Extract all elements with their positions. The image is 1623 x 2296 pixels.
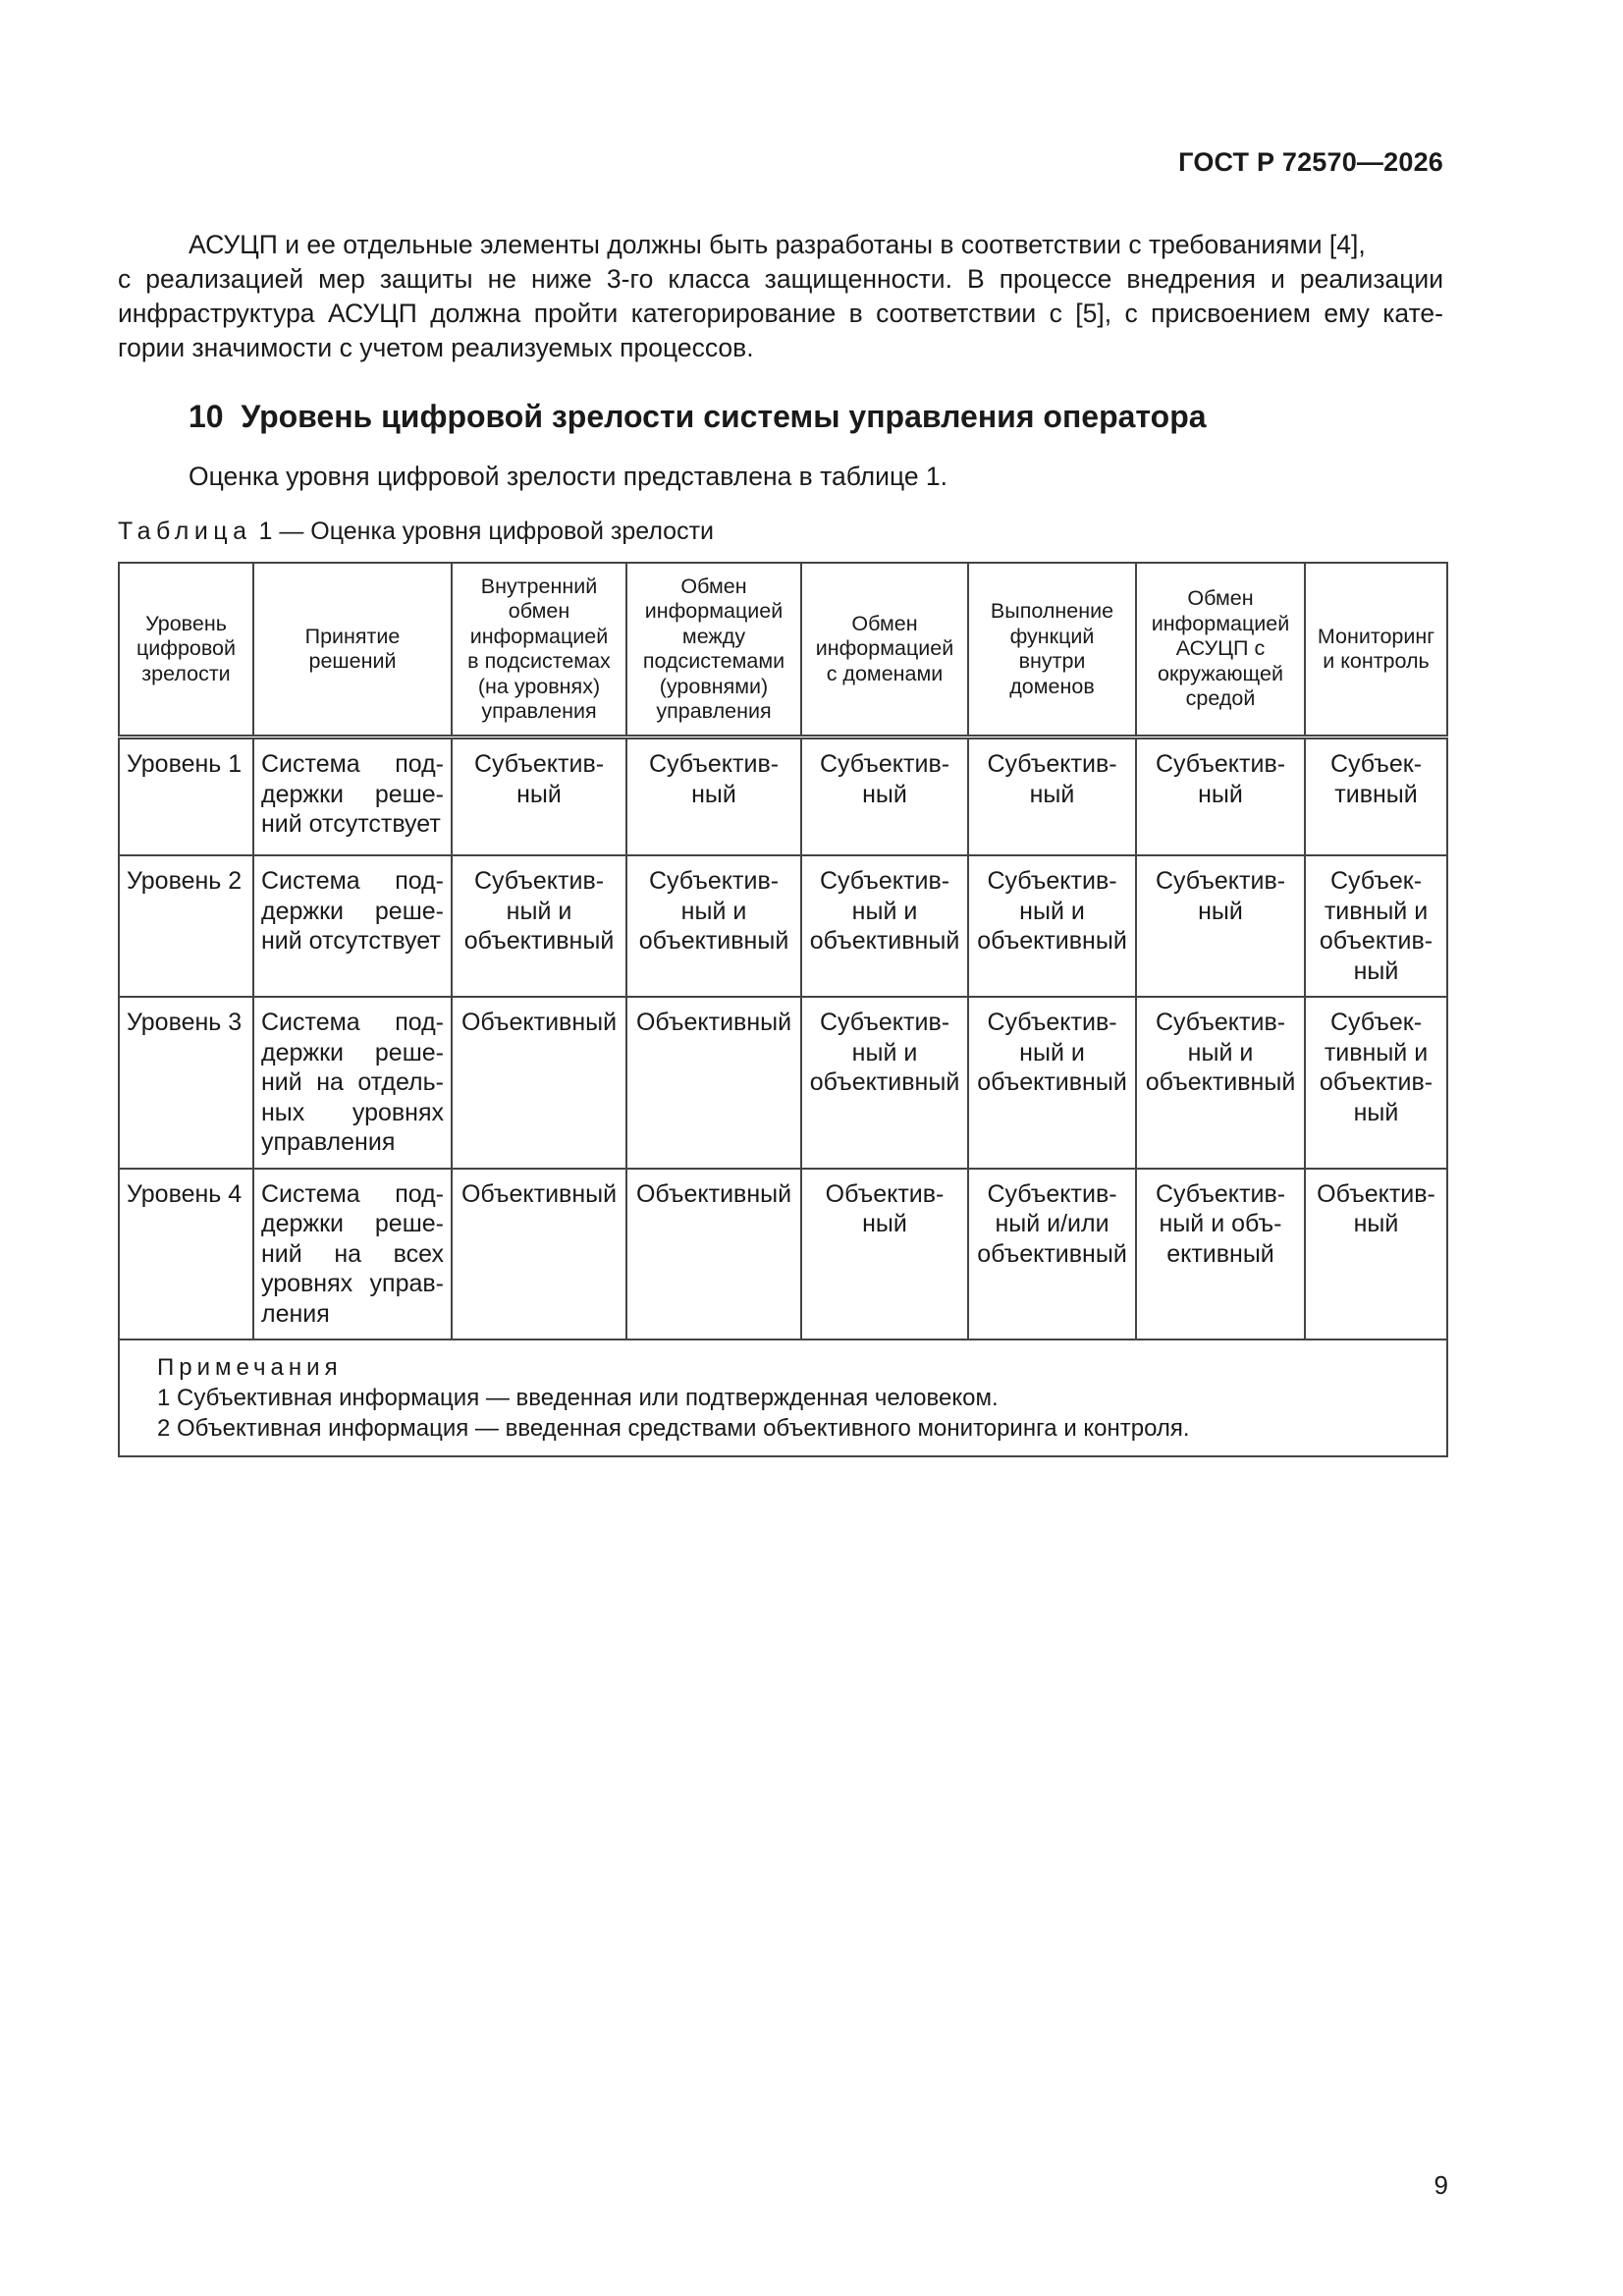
- table-cell: [801, 997, 968, 1169]
- header-line: подсистемами: [642, 649, 785, 673]
- cell-line: ный: [1198, 897, 1243, 925]
- column-header: [968, 563, 1136, 738]
- cell-line: ный и: [851, 1038, 918, 1066]
- cell-line: Субъектив-: [987, 1179, 1117, 1208]
- header-line: решений: [308, 649, 397, 673]
- decision-cell: Система под- держки реше- ний на отдель- ных уровнях управления: [253, 997, 452, 1169]
- table-cell: [968, 997, 1136, 1169]
- document-code: ГОСТ Р 72570—2026: [1178, 147, 1443, 177]
- column-header: [253, 563, 452, 738]
- cell-line: объективный: [977, 927, 1127, 955]
- header-line: с доменами: [826, 661, 944, 685]
- cell-line: Субъек-: [1329, 750, 1423, 778]
- header-line: окружающей: [1158, 661, 1283, 685]
- decision-cell: Система под- держки реше- ний отсутствует: [253, 738, 452, 856]
- cell-line: Объектив-: [1317, 1179, 1435, 1208]
- level-cell: Уровень 4: [119, 1169, 253, 1340]
- table-row: [119, 738, 1447, 856]
- paragraph-line: АСУЦП и ее отдельные элементы должны быть разработаны в соответствии с требованиями [4],: [189, 230, 1366, 259]
- cell-line: ный и: [1187, 1038, 1254, 1066]
- cell-line: ный и: [1019, 897, 1085, 925]
- table-cell: [1305, 855, 1447, 997]
- cell-line: Субъек-: [1329, 867, 1423, 895]
- cell-line: Объективный: [635, 1009, 792, 1036]
- caption-text: 1 — Оценка уровня цифровой зрелости: [251, 518, 715, 545]
- cell-line: тивный и: [1324, 897, 1429, 925]
- table-cell: [968, 855, 1136, 997]
- table-cell: [1305, 1169, 1447, 1340]
- notes-row: [119, 1339, 1447, 1456]
- header-line: Обмен: [680, 574, 747, 598]
- cell-line: ный и: [680, 897, 747, 925]
- header-line: управления: [656, 699, 772, 723]
- table-row: [119, 855, 1447, 997]
- paragraph-line: инфраструктура АСУЦП должна пройти категорирование в соответствии с [5], с присвоением ему кате-: [118, 299, 1443, 328]
- header-line: управления: [481, 699, 597, 723]
- header-line: внутри: [1018, 649, 1086, 673]
- cell-line: Субъектив-: [648, 750, 780, 778]
- table-row: [119, 1169, 1447, 1340]
- cell-line: объективный: [463, 927, 615, 955]
- table-cell: [452, 1169, 626, 1340]
- cell-line: ный и объ-: [1159, 1210, 1282, 1237]
- cell-line: ный: [1198, 780, 1243, 808]
- table-cell: [452, 738, 626, 856]
- table-cell: [452, 997, 626, 1169]
- header-line: функций: [1009, 624, 1095, 648]
- table-caption: [118, 518, 714, 546]
- cell-line: Субъектив-: [648, 867, 780, 895]
- table-cell: [801, 855, 968, 997]
- header-line: цифровой: [135, 636, 237, 661]
- cell-line: объектив-: [1319, 1068, 1434, 1096]
- cell-line: ный и/или: [995, 1210, 1109, 1237]
- column-header: [119, 563, 253, 738]
- cell-line: Субъектив-: [987, 1009, 1117, 1036]
- cell-line: Субъектив-: [987, 750, 1117, 778]
- cell-line: ный: [1353, 1210, 1399, 1237]
- table-cell: [1136, 1169, 1305, 1340]
- cell-line: Субъектив-: [1155, 750, 1286, 778]
- column-header: [1136, 563, 1305, 738]
- table-cell: [801, 1169, 968, 1340]
- column-header: [801, 563, 968, 738]
- cell-line: Субъектив-: [1155, 1179, 1286, 1208]
- table-cell: [1136, 738, 1305, 856]
- cell-line: Объективный: [460, 1179, 618, 1208]
- body-paragraph: [118, 228, 1443, 365]
- section-title: Уровень цифровой зрелости системы управления оператора: [241, 399, 1207, 434]
- cell-line: ный и: [851, 897, 918, 925]
- table-cell: [626, 1169, 801, 1340]
- cell-line: Субъек-: [1329, 1009, 1423, 1036]
- decision-cell: Система под- держки реше- ний на всех уровнях управ- ления: [253, 1169, 452, 1340]
- cell-line: объективный: [977, 1239, 1127, 1268]
- cell-line: ный: [691, 780, 736, 808]
- table-cell: [1305, 738, 1447, 856]
- paragraph-line: с реализацией мер защиты не ниже 3-го класса защищенности. В процессе внедрения и реализации: [118, 264, 1443, 294]
- cell-line: ный: [516, 780, 562, 808]
- cell-line: ный: [862, 1210, 907, 1237]
- cell-line: Субъектив-: [473, 867, 605, 895]
- cell-line: ный: [862, 780, 907, 808]
- cell-line: Субъектив-: [1155, 867, 1286, 895]
- column-header: [626, 563, 801, 738]
- cell-line: объектив-: [1319, 927, 1434, 955]
- header-line: зрелости: [141, 661, 231, 685]
- header-line: (уровнями): [659, 674, 769, 698]
- table-cell: [1305, 997, 1447, 1169]
- cell-line: ный и: [506, 897, 572, 925]
- maturity-table: [118, 562, 1448, 1457]
- cell-line: Объективный: [635, 1179, 792, 1208]
- header-line: Обмен: [851, 611, 918, 635]
- cell-line: ный и: [1019, 1038, 1085, 1066]
- table-cell: [1136, 997, 1305, 1169]
- header-line: информацией: [815, 636, 954, 661]
- header-line: Принятие: [304, 624, 401, 648]
- table-cell: [452, 855, 626, 997]
- cell-line: Субъектив-: [1155, 1009, 1286, 1036]
- table-header-row: [119, 563, 1447, 738]
- paragraph-line: гории значимости с учетом реализуемых процессов.: [118, 333, 754, 362]
- note-item: 1 Субъективная информация — введенная или подтвержденная человеком.: [157, 1385, 999, 1411]
- cell-line: Субъектив-: [819, 750, 950, 778]
- caption-label: Таблица: [118, 518, 252, 545]
- column-header: [1305, 563, 1447, 738]
- table-cell: [626, 738, 801, 856]
- notes-cell: [119, 1339, 1447, 1456]
- cell-line: объективный: [638, 927, 789, 955]
- cell-line: Объектив-: [825, 1179, 945, 1208]
- header-line: в подсистемах: [467, 649, 611, 673]
- cell-line: Объективный: [460, 1009, 618, 1036]
- table-cell: [801, 738, 968, 856]
- notes-title: Примечания: [157, 1354, 343, 1381]
- note-item: 2 Объективная информация — введенная средствами объективного мониторинга и контроля.: [157, 1415, 1190, 1442]
- table-cell: [626, 997, 801, 1169]
- header-line: Обмен: [1187, 586, 1254, 611]
- header-line: АСУЦП с: [1175, 636, 1266, 661]
- header-line: информацией: [1151, 611, 1290, 635]
- cell-line: Субъектив-: [819, 1009, 950, 1036]
- header-line: (на уровнях): [477, 674, 601, 698]
- cell-line: ный: [1353, 1098, 1399, 1126]
- header-line: информацией: [469, 624, 609, 648]
- table-cell: [1136, 855, 1305, 997]
- header-line: Внутренний: [480, 574, 598, 598]
- level-cell: Уровень 1: [119, 738, 253, 856]
- table-cell: [968, 738, 1136, 856]
- cell-line: объективный: [809, 1068, 960, 1096]
- cell-line: объективный: [809, 927, 960, 955]
- header-line: средой: [1185, 686, 1256, 711]
- header-line: обмен: [508, 599, 570, 623]
- table-cell: [968, 1169, 1136, 1340]
- header-line: Выполнение: [990, 599, 1114, 623]
- level-cell: Уровень 3: [119, 997, 253, 1169]
- table-intro: Оценка уровня цифровой зрелости представлена в таблице 1.: [189, 462, 948, 491]
- cell-line: ективный: [1166, 1239, 1274, 1268]
- table-row: [119, 997, 1447, 1169]
- cell-line: Субъектив-: [987, 867, 1117, 895]
- cell-line: Субъектив-: [819, 867, 950, 895]
- header-line: Мониторинг: [1317, 624, 1435, 648]
- header-line: и контроль: [1323, 649, 1430, 673]
- cell-line: Субъектив-: [473, 750, 605, 778]
- table-cell: [626, 855, 801, 997]
- cell-line: ный: [1353, 957, 1399, 985]
- header-line: между: [681, 624, 746, 648]
- cell-line: тивный: [1334, 780, 1418, 808]
- section-heading: [189, 399, 1207, 435]
- header-line: доменов: [1009, 674, 1095, 698]
- column-header: [452, 563, 626, 738]
- cell-line: объективный: [1145, 1068, 1296, 1096]
- page-number: 9: [1434, 2170, 1448, 2200]
- decision-cell: Система под- держки реше- ний отсутствует: [253, 855, 452, 997]
- cell-line: ный: [1029, 780, 1075, 808]
- cell-line: объективный: [977, 1068, 1127, 1096]
- header-line: Уровень: [145, 611, 227, 635]
- header-line: информацией: [644, 599, 784, 623]
- section-number: 10: [189, 399, 224, 434]
- cell-line: тивный и: [1324, 1038, 1429, 1066]
- level-cell: Уровень 2: [119, 855, 253, 997]
